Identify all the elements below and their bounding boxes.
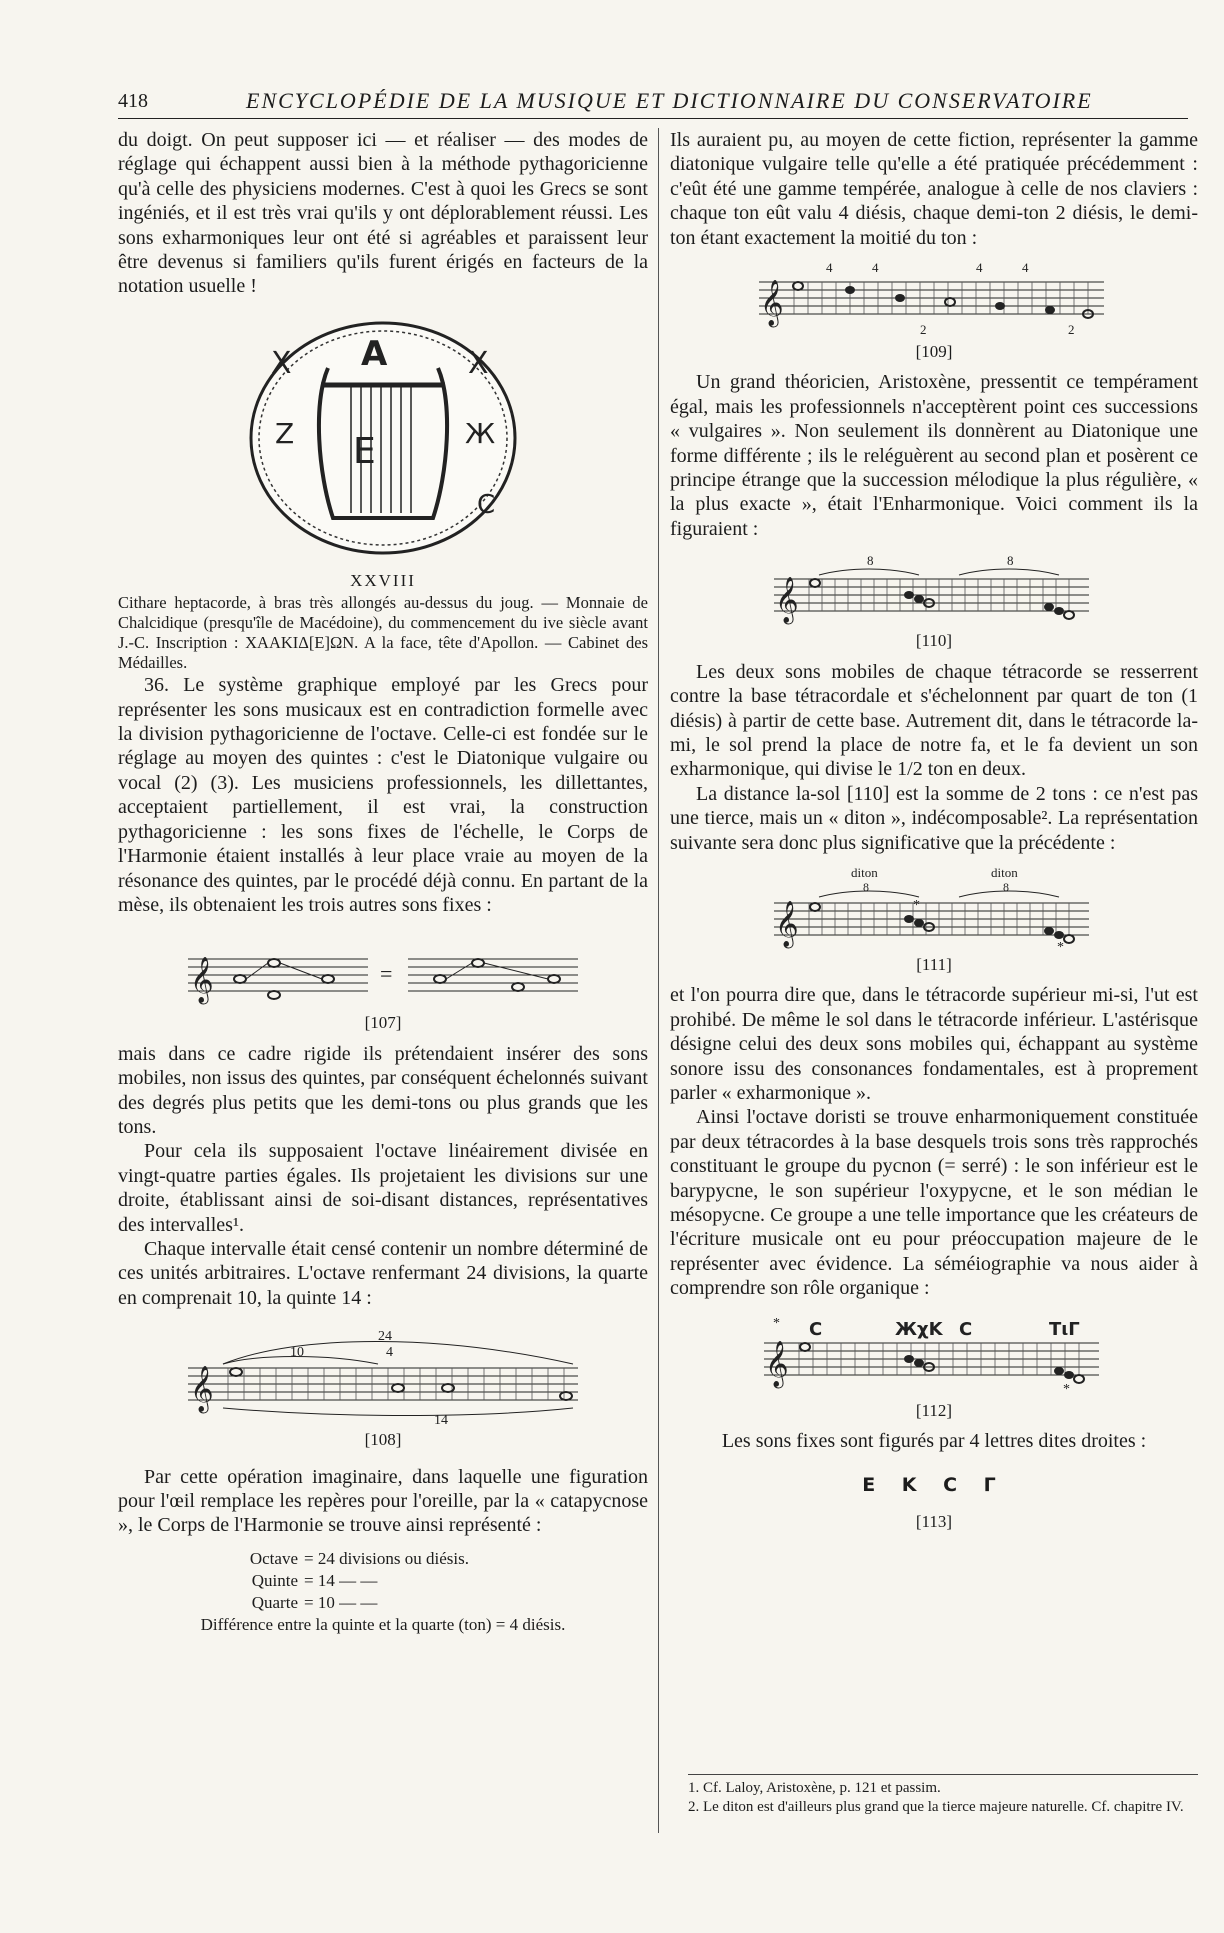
- musical-example-108: [118, 1326, 648, 1452]
- svg-text:𝄞: 𝄞: [775, 577, 799, 624]
- coin-illustration: [233, 313, 533, 563]
- figure-label: diton: [991, 864, 1018, 880]
- svg-text:*: *: [773, 1315, 780, 1331]
- svg-text:X: X: [468, 345, 489, 381]
- svg-text:Ж: Ж: [465, 416, 496, 450]
- figure-label: C: [809, 1318, 823, 1340]
- interval-table: [118, 1548, 648, 1636]
- paragraph: Un grand théoricien, Aristoxène, pressentit ce tempérament égal, mais les professionnels n'acceptèrent point ces successions « vulgaires ». Non seulement ils donnèrent au Diatonique une forme différente ; ils le reléguèrent au second plan et posèrent ce principe étrange que la succession mélodique la plus régulière, « la plus exacte », était l'Enharmonique. Voici comment ils la figuraient :: [670, 371, 1198, 540]
- paragraph: et l'on pourra dire que, dans le tétracorde supérieur mi-si, l'ut est prohibé. De même le sol dans le tétracorde inférieur. L'astérisque désigne celui des deux sons mobiles qui, échappant au système sonore issu des consonances fondamentales, est à proprement parler « exharmonique ».: [670, 984, 1198, 1104]
- svg-text:Z: Z: [275, 416, 295, 450]
- figure-label: C: [959, 1318, 973, 1340]
- paragraph: 36. Le système graphique employé par les Grecs pour représenter les sons musicaux est en contradiction formelle avec la division pythagoricienne de l'octave. Celle-ci est fondée sur le réglage au moyen des quintes : c'est le Diatonique vulgaire ou vocal (2) (3). Les musiciens professionnels, les dillettantes, acceptaient partiellement, il est vrai, la construction pythagoricienne : les sons fixes de l'échelle, le Corps de l'Harmonie étaient installés à leur place vraie au moyen de la résonance des quintes, par le procédé déjà connu. En partant de la mèse, ils obtenaient les trois autres sons fixes :: [118, 674, 648, 916]
- figure-label: diton: [851, 864, 878, 880]
- svg-text:A: A: [361, 333, 388, 374]
- figure-label: 4: [1022, 260, 1029, 276]
- figure-number: [111]: [916, 954, 952, 974]
- running-header: [118, 90, 1188, 119]
- table-row: Différence entre la quinte et la quarte (ton) = 4 diésis.: [200, 1614, 566, 1634]
- table-row: Octave = 24 divisions ou diésis.: [249, 1548, 469, 1568]
- figure-label: 4: [872, 260, 879, 276]
- svg-text:𝄞: 𝄞: [190, 957, 214, 1004]
- svg-text:𝄞: 𝄞: [765, 1340, 789, 1387]
- paragraph: mais dans ce cadre rigide ils prétendaient insérer des sons mobiles, non issus des quintes, par conséquent échelonnés suivant des degrés plus petits que les demi-tons ou plus grands que les tons.: [118, 1042, 648, 1138]
- figure-label: ΤιΓ: [1049, 1318, 1080, 1340]
- figure-roman-number: XXVIII: [350, 570, 416, 590]
- svg-text:E: E: [353, 430, 376, 472]
- figure-label: 8: [1007, 555, 1014, 569]
- footnote: 2. Le diton est d'ailleurs plus grand que la tierce majeure naturelle. Cf. chapitre IV.: [688, 1799, 1184, 1815]
- musical-example-109: [670, 258, 1198, 364]
- figure-label: 4: [976, 260, 983, 276]
- figure-number: [110]: [915, 631, 953, 651]
- footnote: 1. Cf. Laloy, Aristoxène, p. 121 et passim.: [688, 1780, 941, 1796]
- paragraph: Pour cela ils supposaient l'octave linéairement divisée en vingt-quatre parties égales. Ils projetaient les divisions sur une droite, établissant ainsi de soi-disant distances, représentatives des intervalles¹.: [118, 1140, 648, 1236]
- svg-text:*: *: [1057, 939, 1064, 951]
- figure-label: 8: [867, 555, 874, 569]
- musical-example-110: [670, 555, 1198, 653]
- paragraph: Par cette opération imaginaire, dans laquelle une figuration pour l'œil remplace les repères pour l'oreille, par la « catapycnose », le Corps de l'Harmonie se trouve ainsi représenté :: [118, 1465, 648, 1537]
- figure-number: [108]: [364, 1430, 402, 1450]
- musical-example-112: [670, 1313, 1198, 1423]
- musical-example-107: [118, 939, 648, 1035]
- figure-label: 24: [378, 1329, 392, 1345]
- svg-text:𝄞: 𝄞: [760, 280, 784, 327]
- musical-example-111: [670, 865, 1198, 977]
- svg-text:𝄞: 𝄞: [775, 900, 799, 947]
- paragraph: Les deux sons mobiles de chaque tétracorde se resserrent contre la base tétracordale et s'échelonnent par quart de ton (1 diésis) à partir de cette base. Autrement dit, dans le tétracorde la-mi, le sol prend la place de notre fa, et le fa devient un son exharmonique, qui divise le 1/2 ton en deux.: [670, 660, 1198, 781]
- figure-number: [112]: [915, 1400, 953, 1420]
- figure-label: 4: [386, 1345, 393, 1361]
- table-row: Quarte = 10 — —: [251, 1592, 378, 1612]
- figure-number: [113]: [915, 1511, 953, 1531]
- figure-number: [109]: [915, 342, 953, 362]
- figure-label: 10: [290, 1345, 304, 1361]
- svg-text:*: *: [913, 897, 920, 913]
- figure-label: 8: [863, 879, 869, 894]
- figure-label: 2: [920, 322, 927, 338]
- paragraph: Ils auraient pu, au moyen de cette fiction, représenter la gamme diatonique vulgaire telle qu'elle a été pratiquée précédemment : c'eût été une gamme tempérée, analogue à celle de nos claviers : chaque ton eût valu 4 diésis, chaque demi-ton 2 diésis, le demi-ton étant exactement la moitié du ton :: [670, 129, 1198, 249]
- paragraph: Les sons fixes sont figurés par 4 lettres dites droites :: [721, 1430, 1147, 1453]
- left-column: [118, 128, 648, 1636]
- paragraph: du doigt. On peut supposer ici — et réaliser — des modes de réglage qui échappent aussi bien à la méthode pythagoricienne qu'à celle des physiciens modernes. C'est à quoi les Grecs se sont ingéniés, et il est très vrai qu'ils y ont déplorablement réussi. Les sons exharmoniques leur ont été si agréables et paraissent leur être devenus si familiers qu'ils furent érigés en facteurs de la notation usuelle !: [118, 129, 648, 298]
- figure-caption: Cithare heptacorde, à bras très allongés au-dessus du joug. — Monnaie de Chalcidique (presqu'île de Macédoine), du commencement du ive siècle avant J.-C. Inscription : XAAKIΔ[E]ΩN. A la face, tête d'Apollon. — Cabinet des Médailles.: [118, 593, 648, 673]
- paragraph: Chaque intervalle était censé contenir un nombre déterminé de ces unités arbitraires. L'octave renfermant 24 divisions, la quarte en comprenait 10, la quinte 14 :: [118, 1237, 648, 1309]
- svg-text:C: C: [477, 489, 496, 520]
- figure-label: ЖχK: [895, 1318, 943, 1340]
- column-rule: [658, 128, 659, 1833]
- coin-figure: [118, 313, 648, 563]
- page-number: 418: [118, 90, 148, 112]
- paragraph: Ainsi l'octave doristi se trouve enharmoniquement constituée par deux tétracordes à la base desquels trois sons très rapprochés constituant le groupe du pycnon (= serré) : le son inférieur est le barypycne, le son supérieur l'oxypycne, et le son médian le mésopycne. Ce groupe a une telle importance que les créateurs de l'écriture musicale ont eu pour préoccupation majeure de le représenter avec évidence. La séméiographie va nous aider à comprendre son rôle organique :: [670, 1106, 1198, 1300]
- table-row: Quinte = 14 — —: [251, 1570, 378, 1590]
- paragraph: La distance la-sol [110] est la somme de 2 tons : ce n'est pas une tierce, mais un « diton », indécomposable². La représentation suivante sera donc plus significative que la précédente :: [670, 782, 1198, 854]
- figure-label: 2: [1068, 322, 1075, 338]
- svg-text:X: X: [271, 345, 292, 381]
- svg-text:𝄞: 𝄞: [190, 1366, 214, 1413]
- right-column: [670, 128, 1198, 1534]
- figure-number: [107]: [364, 1013, 402, 1033]
- running-title: ENCYCLOPÉDIE DE LA MUSIQUE ET DICTIONNAIRE DU CONSERVATOIRE: [246, 88, 1093, 113]
- fixed-sounds-letters: E K C Γ: [862, 1474, 1006, 1497]
- footnotes: [688, 1774, 1198, 1817]
- figure-label: 8: [1003, 879, 1009, 894]
- svg-text:=: =: [380, 961, 393, 987]
- figure-label: 4: [826, 260, 833, 276]
- figure-label: 14: [434, 1413, 448, 1427]
- svg-text:*: *: [1063, 1381, 1070, 1397]
